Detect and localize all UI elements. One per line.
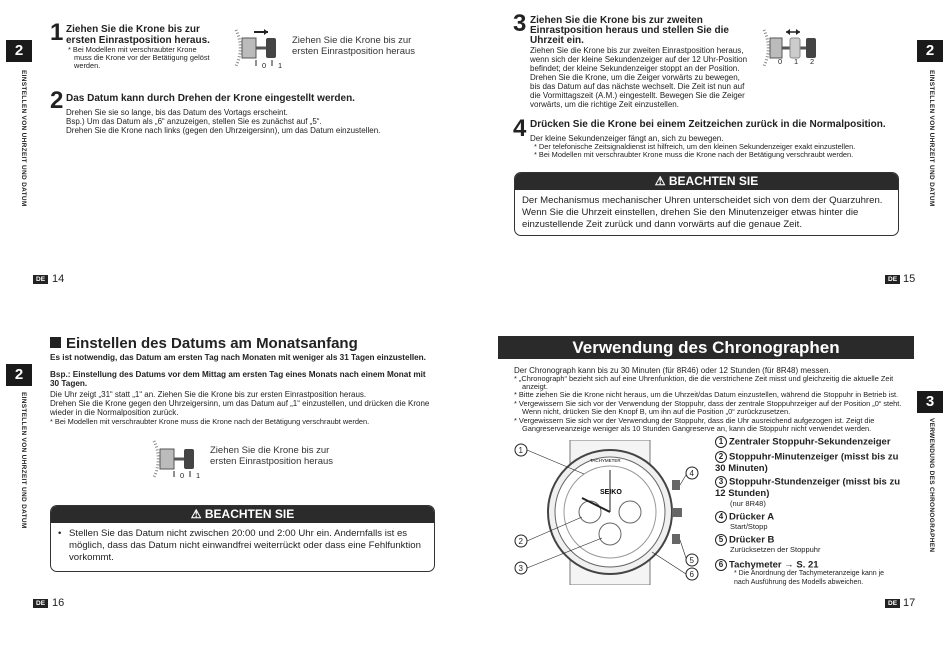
crown-position-label: 0 bbox=[778, 57, 783, 66]
crown-position-label: 0 bbox=[180, 471, 185, 480]
legend-item: 5 Drücker B bbox=[715, 534, 774, 546]
vertical-section-label: EINSTELLEN VON UHRZEIT UND DATUM bbox=[20, 392, 27, 529]
caution-text: • Stellen Sie das Datum nicht zwischen 20:00 und 2:00 Uhr ein. Andernfalls ist es möglich, dass das Datum nicht einwandfrei weiterrückt oder dass eine Fehlfunktion vorkommt. bbox=[58, 528, 421, 563]
legend-item: 2 Stoppuhr-Minutenzeiger (misst bis zu 30 Minuten) bbox=[715, 451, 899, 474]
note-text: anzeigt. bbox=[522, 382, 548, 391]
step-title: ersten Einrastposition heraus. bbox=[66, 35, 210, 46]
svg-text:1: 1 bbox=[518, 446, 523, 455]
section-tab-3: 3 bbox=[917, 391, 943, 413]
step-title: Uhrzeit ein. bbox=[530, 35, 584, 46]
step-text: Drehen Sie sie so lange, bis das Datum des Vortags erscheint. bbox=[66, 108, 288, 117]
svg-text:2: 2 bbox=[518, 537, 523, 546]
step-number: 1 bbox=[50, 19, 64, 46]
step-text: Bsp.) Um das Datum als „6“ anzuzeigen, stellen Sie es zunächst auf „5“. bbox=[66, 117, 322, 126]
section-tab-2: 2 bbox=[6, 40, 32, 62]
legend-subtext: Start/Stopp bbox=[730, 522, 768, 531]
legend-subtext: * Die Anordnung der Tachymeteranzeige kann je nach Ausführung des Modells abweichen. bbox=[734, 570, 885, 586]
vertical-section-label: EINSTELLEN VON UHRZEIT UND DATUM bbox=[20, 70, 27, 207]
vertical-section-label: EINSTELLEN VON UHRZEIT UND DATUM bbox=[928, 70, 935, 207]
intro-text: Es ist notwendig, das Datum am ersten Tag nach Monaten mit weniger als 31 Tagen einzustellen. bbox=[50, 353, 426, 362]
page-number: 15 bbox=[903, 273, 916, 285]
language-badge: DE bbox=[33, 599, 48, 608]
note-text: * Bitte ziehen Sie die Krone nicht heraus, um die Uhrzeit/das Datum einzustellen, während die Stoppuhr in Betrieb ist. bbox=[514, 390, 899, 399]
note-text: * Vergewissern Sie sich vor der Verwendung der Stoppuhr, dass die Uhr ausreichend aufgezogen ist. Zeigt die bbox=[514, 416, 875, 425]
section-heading: Einstellen des Datums am Monatsanfang bbox=[50, 335, 358, 352]
step-text: vorwärts, um die richtige Zeit einzustellen. bbox=[530, 100, 679, 109]
crown-position-label: 0 bbox=[262, 61, 267, 70]
section-tab-2: 2 bbox=[6, 364, 32, 386]
tachymeter-scale: TACHYMETER bbox=[590, 458, 621, 463]
page-number: 16 bbox=[52, 597, 65, 609]
page-number: 14 bbox=[52, 273, 65, 285]
step-text: Drehen Sie die Krone nach links (gegen den Uhrzeigersinn), um das Datum einzustellen. bbox=[66, 126, 381, 135]
legend-subtext: (nur 8R48) bbox=[730, 499, 766, 508]
crown-position-label: 1 bbox=[278, 61, 283, 70]
caution-box bbox=[50, 505, 435, 572]
step-title: Ziehen Sie die Krone bis zur zweiten bbox=[530, 15, 703, 26]
step-text: befindet; der kleine Sekundenzeiger stoppt an der Position. bbox=[530, 64, 740, 73]
page-number: 17 bbox=[903, 597, 916, 609]
body-text: Drehen Sie die Krone gegen den Uhrzeigersinn, um das Datum auf „1“ einzustellen, und drücken die Krone bbox=[50, 399, 430, 408]
example-title: Bsp.: Einstellung des Datums vor dem Mittag am ersten Tag eines Monats nach einem Monat mit bbox=[50, 370, 426, 379]
step-text: Der kleine Sekundenzeiger fängt an, sich zu bewegen. bbox=[530, 134, 724, 143]
watch-brand: SEIKO bbox=[600, 489, 622, 496]
intro-text: Der Chronograph kann bis zu 30 Minuten (für 8R46) oder 12 Stunden (für 8R48) messen. bbox=[514, 366, 831, 375]
warning-icon: ⚠ bbox=[654, 174, 666, 188]
step-text: die Vormittagszeit (A.M.) eingestellt. Bewegen Sie die Zeiger bbox=[530, 91, 745, 100]
step-text: wenn sich der kleine Sekundenzeiger auf der 12 Uhr-Position bbox=[530, 55, 748, 64]
square-bullet-icon bbox=[50, 337, 61, 348]
crown-caption: Ziehen Sie die Krone bis zur ersten Einrastposition heraus bbox=[210, 445, 334, 467]
warning-icon: ⚠ bbox=[190, 507, 202, 521]
body-note: * Bei Modellen mit verschraubter Krone muss die Krone nach der Betätigung verschraubt werden. bbox=[50, 417, 370, 426]
step-note: * Der telefonische Zeitsignaldienst ist hilfreich, um den kleinen Sekundenzeiger exakt einzustellen. bbox=[534, 142, 856, 151]
step-title: Ziehen Sie die Krone bis zur bbox=[66, 24, 200, 35]
body-text: Die Uhr zeigt „31“ statt „1“ an. Ziehen Sie die Krone bis zur ersten Einrastposition heraus. bbox=[50, 390, 367, 399]
caution-box bbox=[514, 172, 899, 236]
note-text: Gangreserveanzeige weniger als 10 Stunden Gangreserve an, kann die Stoppuhr nicht verwendet werden. bbox=[522, 424, 872, 433]
legend-subtext: Zurücksetzen der Stoppuhr bbox=[730, 545, 821, 554]
step-text: Drehen Sie die Krone, um die Zeiger vorwärts zu bewegen, bbox=[530, 73, 740, 82]
svg-text:4: 4 bbox=[689, 469, 694, 478]
svg-text:3: 3 bbox=[518, 564, 523, 573]
step-note: * Bei Modellen mit verschraubter Krone bbox=[68, 45, 197, 54]
step-title: Drücken Sie die Krone bei einem Zeitzeichen zurück in die Normalposition. bbox=[530, 119, 886, 130]
step-text: bis das Datum auf das nächste wechselt. Die Zeit ist nun auf bbox=[530, 82, 745, 91]
language-badge: DE bbox=[33, 275, 48, 284]
step-number: 4 bbox=[513, 115, 527, 142]
legend-item: 1 Zentraler Stoppuhr-Sekundenzeiger bbox=[715, 436, 891, 448]
caution-title: BEACHTEN SIE bbox=[668, 174, 759, 188]
language-badge: DE bbox=[885, 599, 900, 608]
crown-position-label: 2 bbox=[810, 57, 815, 66]
body-text: wieder in die Normalposition zurück. bbox=[50, 408, 179, 417]
svg-text:6: 6 bbox=[689, 570, 694, 579]
vertical-section-label: VERWENDUNG DES CHRONOGRAPHEN bbox=[928, 418, 935, 553]
note-text: Wenn nicht, drücken Sie den Knopf B, um ihn auf die Position „0“ zurückzusetzen. bbox=[522, 407, 791, 416]
caution-header bbox=[51, 506, 434, 523]
legend-item: 3 Stoppuhr-Stundenzeiger (misst bis zu 12 Stunden) bbox=[715, 476, 901, 499]
caution-text: Der Mechanismus mechanischer Uhren unterscheidet sich von dem der Quarzuhren. Wenn Sie die Uhrzeit einstellen, drehen Sie den Minutenzeiger etwas hinter die einzustellende Zeit zurück und dann vorwärts auf die genaue Zeit. bbox=[522, 195, 883, 230]
step-number: 3 bbox=[513, 10, 527, 37]
chapter-banner: Verwendung des Chronographen bbox=[498, 336, 914, 359]
section-tab-2: 2 bbox=[917, 40, 943, 62]
legend-item: 4 Drücker A bbox=[715, 511, 774, 523]
caution-header bbox=[515, 173, 898, 190]
chronograph-watch-illustration bbox=[512, 440, 702, 585]
step-title: Das Datum kann durch Drehen der Krone eingestellt werden. bbox=[66, 93, 355, 104]
bullet-icon: • bbox=[58, 528, 62, 539]
step-note: muss die Krone vor der Betätigung gelöst bbox=[74, 53, 210, 62]
step-note: werden. bbox=[74, 61, 101, 70]
example-title: 30 Tagen. bbox=[50, 379, 88, 388]
caution-title: BEACHTEN SIE bbox=[204, 507, 295, 521]
crown-position-label: 1 bbox=[794, 57, 799, 66]
step-note: * Bei Modellen mit verschraubter Krone muss die Krone nach der Betätigung verschraubt werden. bbox=[534, 150, 854, 159]
step-text: Ziehen Sie die Krone bis zur zweiten Einrastposition heraus, bbox=[530, 46, 744, 55]
legend-item: 6 Tachymeter → S. 21 bbox=[715, 559, 819, 571]
crown-caption: Ziehen Sie die Krone bis zur ersten Einrastposition heraus bbox=[292, 35, 416, 57]
step-number: 2 bbox=[50, 87, 64, 114]
note-text: * „Chronograph“ bezieht sich auf eine Uhrenfunktion, die die verstrichene Zeit misst und gleichzeitig die aktuelle Zeit bbox=[514, 374, 894, 383]
svg-text:5: 5 bbox=[689, 556, 694, 565]
crown-position-label: 1 bbox=[196, 471, 201, 480]
step-title: Einrastposition heraus und stellen Sie die bbox=[530, 25, 729, 36]
note-text: * Vergewissern Sie sich vor der Verwendung der Stoppuhr, dass der zentrale Stoppuhrzeiger auf der Position „0“ steht. bbox=[514, 399, 902, 408]
language-badge: DE bbox=[885, 275, 900, 284]
